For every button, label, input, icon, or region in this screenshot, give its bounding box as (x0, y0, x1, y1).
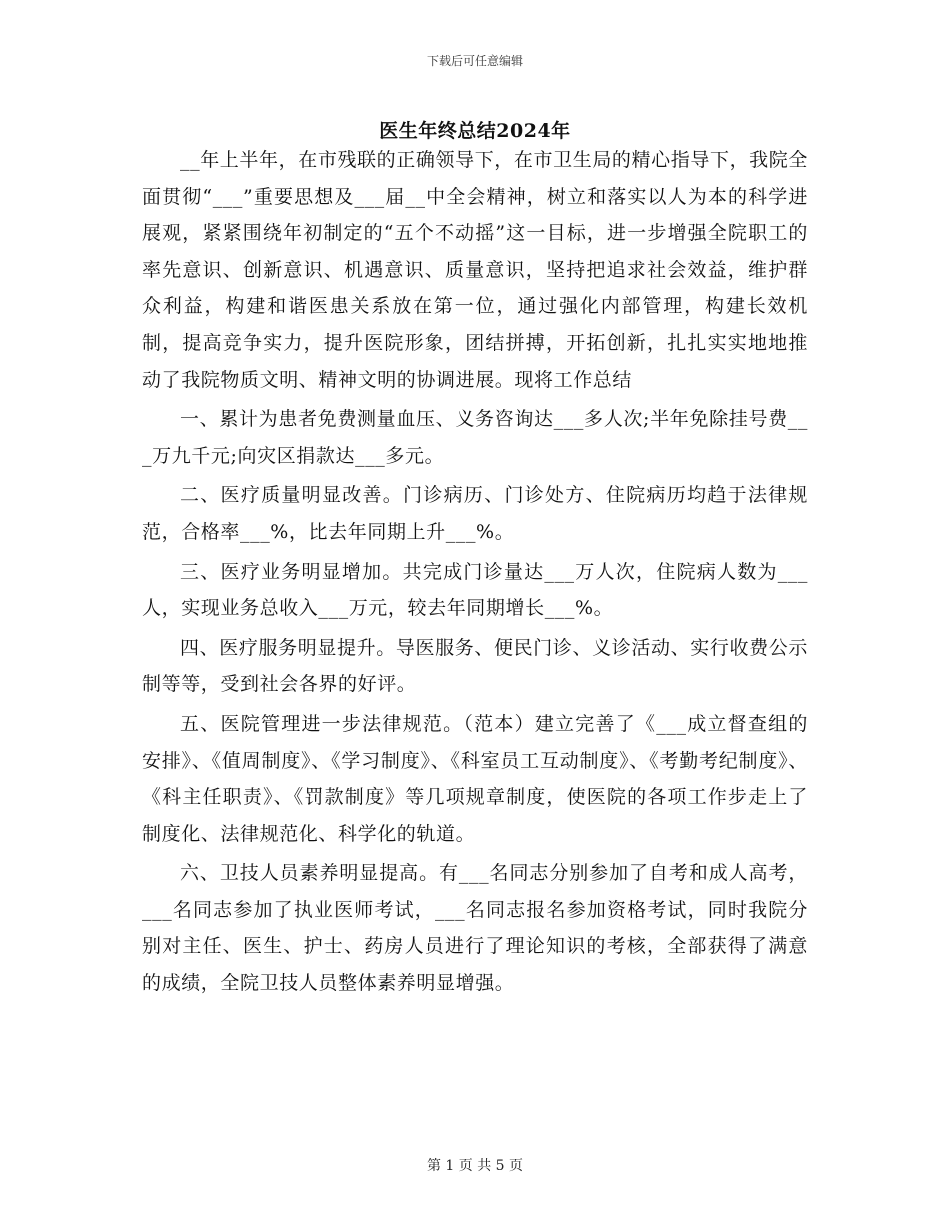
paragraph-item-6: 六、卫技人员素养明显提高。有___名同志分别参加了自考和成人高考，___名同志参加了执业医师考试，___名同志报名参加资格考试，同时我院分别对主任、医生、护士、药房人员进行了理论知识的考核，全部获得了满意的成绩，全院卫技人员整体素养明显增强。 (142, 862, 808, 995)
paragraph-item-5: 五、医院管理进一步法律规范。（范本）建立完善了《___成立督查组的安排》、《值周制度》、《学习制度》、《科室员工互动制度》、《考勤考纪制度》、《科主任职责》、《罚款制度》等几项规章制度，使医院的各项工作步走上了制度化、法律规范化、科学化的轨道。 (142, 712, 808, 845)
paragraph-intro: __年上半年，在市残联的正确领导下，在市卫生局的精心指导下，我院全面贯彻“___”重要思想及___届__中全会精神，树立和落实以人为本的科学进展观，紧紧围绕年初制定的“五个不动摇”这一目标，进一步增强全院职工的率先意识、创新意识、机遇意识、质量意识，坚持把追求社会效益，维护群众利益，构建和谐医患关系放在第一位，通过强化内部管理，构建长效机制，提高竞争实力，提升医院形象，团结拼搏，开拓创新，扎扎实实地地推动了我院物质文明、精神文明的协调进展。现将工作总结 (142, 149, 808, 391)
page-header-note: 下载后可任意编辑 (426, 54, 523, 68)
document-title: 医生年终总结2024年 (379, 120, 571, 142)
paragraph-item-4: 四、医疗服务明显提升。导医服务、便民门诊、义诊活动、实行收费公示制等等，受到社会各界的好评。 (142, 636, 808, 696)
paragraph-item-1: 一、累计为患者免费测量血压、义务咨询达___多人次;半年免除挂号费___万九千元;向灾区捐款达___多元。 (142, 408, 808, 467)
document-body (142, 142, 808, 1005)
paragraph-item-3: 三、医疗业务明显增加。共完成门诊量达___万人次，住院病人数为___人，实现业务总收入___万元，较去年同期增长___%。 (142, 560, 808, 620)
paragraph-item-2: 二、医疗质量明显改善。门诊病历、门诊处方、住院病历均趋于法律规范，合格率___%，比去年同期上升___%。 (142, 484, 808, 543)
page-number: 第 1 页 共 5 页 (426, 1158, 524, 1174)
